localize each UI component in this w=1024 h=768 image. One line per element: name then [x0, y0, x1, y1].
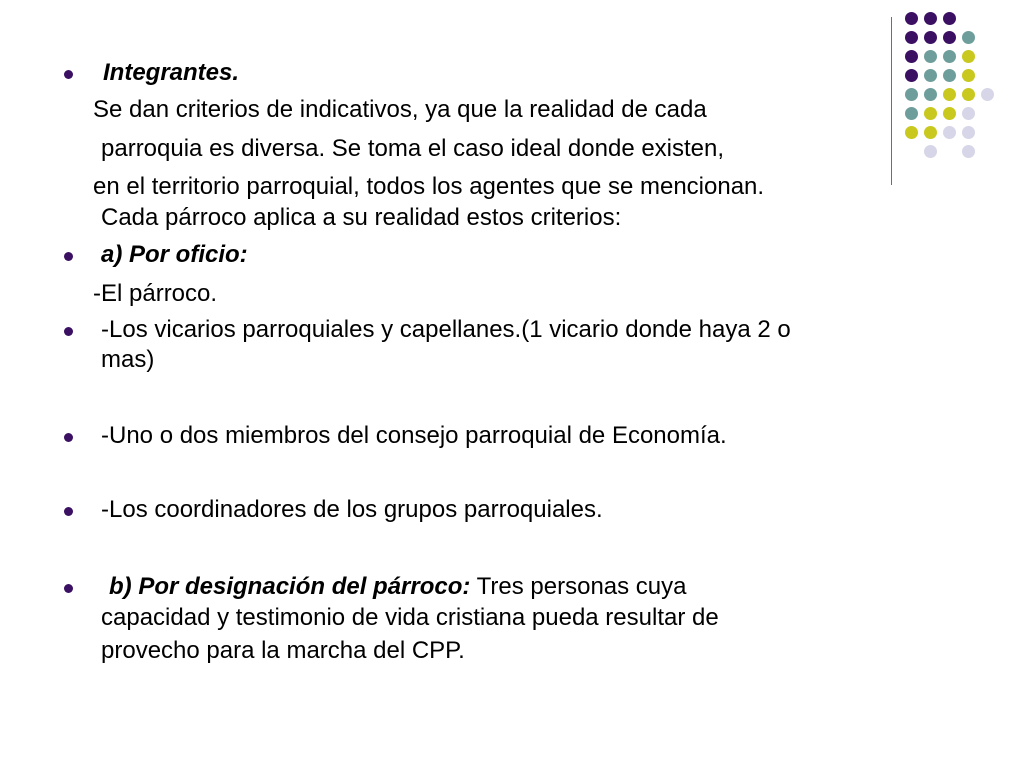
bullet-dot — [64, 252, 73, 261]
body-text-line: Se dan criterios de indicativos, ya que la realidad de cada — [93, 96, 707, 123]
body-text-line: -Uno o dos miembros del consejo parroquial de Economía. — [101, 422, 727, 449]
body-text-line: -Los coordinadores de los grupos parroquiales. — [101, 496, 603, 523]
bullet-dot — [64, 507, 73, 516]
body-text-line: capacidad y testimonio de vida cristiana pueda resultar de — [101, 604, 719, 631]
bullet-dot — [64, 584, 73, 593]
body-text-line: -Los vicarios parroquiales y capellanes.(1 vicario donde haya 2 o — [101, 316, 791, 343]
section-title-por-designacion: b) Por designación del párroco: — [109, 573, 471, 600]
body-text-line: mas) — [101, 346, 155, 373]
section-title-por-oficio: a) Por oficio: — [101, 241, 248, 268]
body-text-fragment: Tres personas cuya — [476, 573, 687, 600]
section-title-integrantes: Integrantes. — [103, 59, 240, 86]
body-text-line: Cada párroco aplica a su realidad estos criterios: — [101, 204, 622, 231]
bullet-dot — [64, 70, 73, 79]
bullet-dot — [64, 327, 73, 336]
body-text-line: -El párroco. — [93, 280, 218, 307]
bullet-dot — [64, 433, 73, 442]
body-text-line: parroquia es diversa. Se toma el caso ideal donde existen, — [101, 135, 725, 162]
body-text-line — [101, 572, 687, 602]
body-text-line: provecho para la marcha del CPP. — [101, 637, 465, 664]
body-text-line: en el territorio parroquial, todos los agentes que se mencionan. — [93, 173, 765, 200]
